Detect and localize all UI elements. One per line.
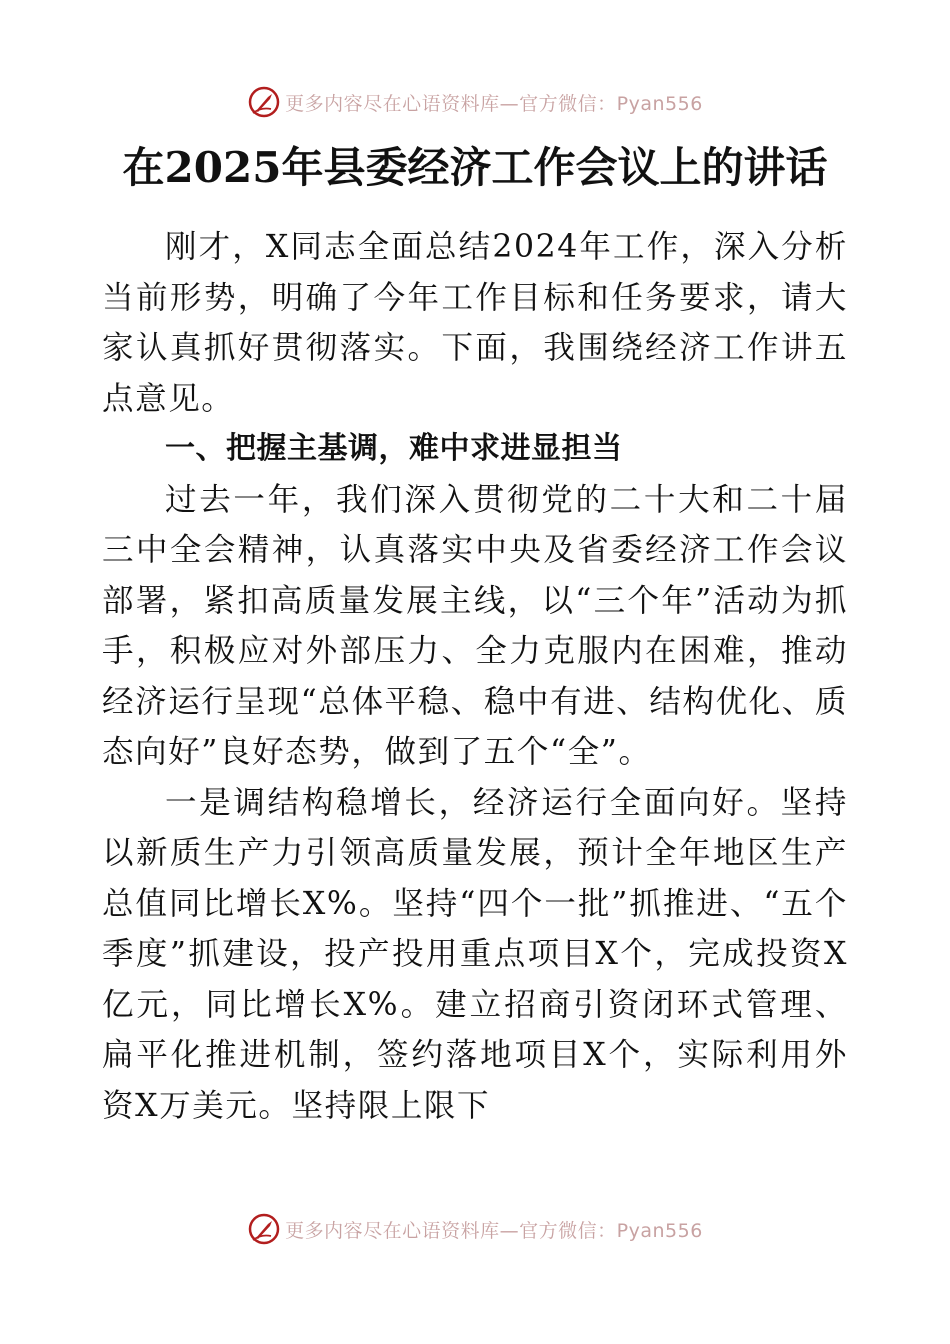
pen-nib-circle-icon bbox=[247, 85, 281, 119]
paragraph-point-one: 一是调结构稳增长，经济运行全面向好。坚持以新质生产力引领高质量发展，预计全年地区生产总值同比增长X%。坚持“四个一批”抓推进、“五个季度”抓建设，投产投用重点项目X个，完成投资X亿元，同比增长X%。建立招商引资闭环式管理、扁平化推进机制，签约落地项目X个，实际利用外资X万美元。坚持限上限下 bbox=[102, 784, 848, 1124]
paragraph-review: 过去一年，我们深入贯彻党的二十大和二十届三中全会精神，认真落实中央及省委经济工作会议部署，紧扣高质量发展主线，以“三个年”活动为抓手，积极应对外部压力、全力克服内在困难，推动经济运行呈现“总体平稳、稳中有进、结构优化、质态向好”良好态势，做到了五个“全”。 bbox=[102, 481, 848, 770]
section-heading-1: 一、把握主基调，难中求进显担当 bbox=[165, 431, 623, 466]
paragraph-intro: 刚才，X同志全面总结2024年工作，深入分析当前形势，明确了今年工作目标和任务要求，请大家认真抓好贯彻落实。下面，我围绕经济工作讲五点意见。 bbox=[102, 229, 848, 417]
watermark-top bbox=[0, 84, 950, 120]
document-body bbox=[102, 222, 848, 1131]
watermark-text: 更多内容尽在心语资料库—官方微信：Pyan556 bbox=[285, 1219, 703, 1242]
document-title: 在2025年县委经济工作会议上的讲话 bbox=[122, 143, 828, 192]
watermark-bottom bbox=[0, 1211, 950, 1247]
watermark-text: 更多内容尽在心语资料库—官方微信：Pyan556 bbox=[285, 92, 703, 115]
pen-nib-circle-icon bbox=[247, 1212, 281, 1246]
